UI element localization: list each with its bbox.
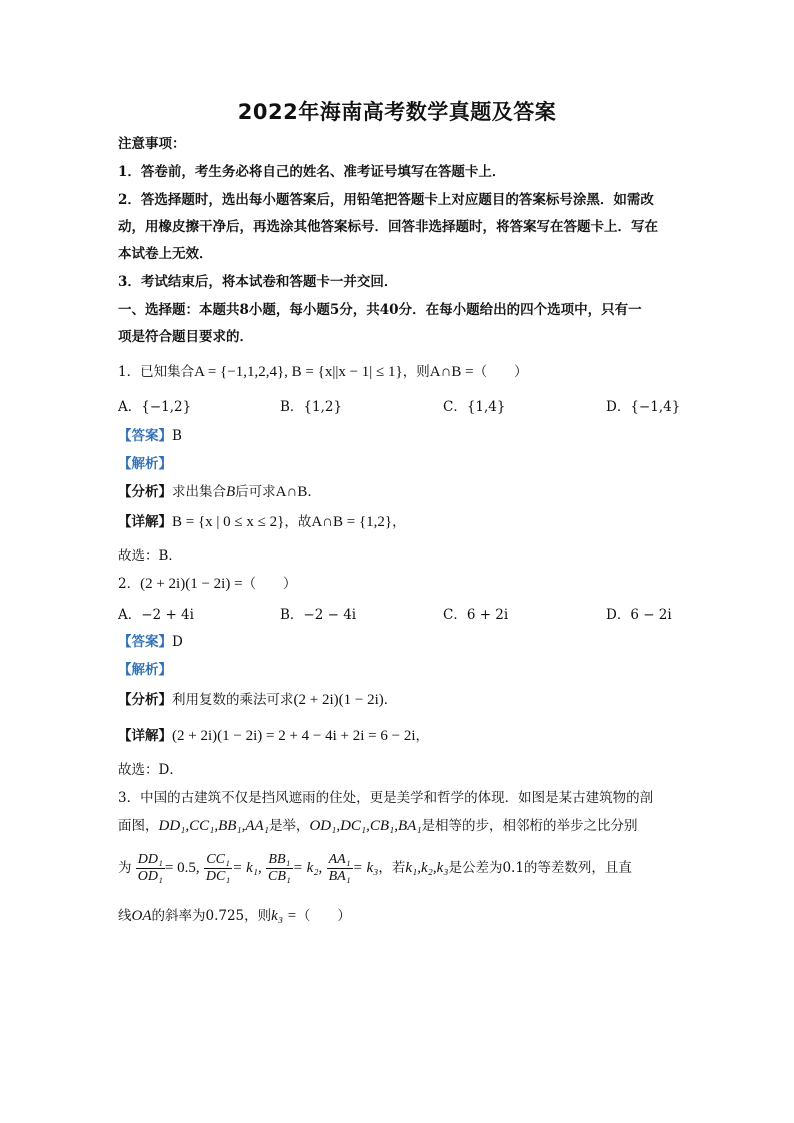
q2-option-d: D．6 − 2i	[606, 607, 672, 623]
q3-k3-math: k₃ =	[271, 908, 297, 924]
frac1-denominator: OD₁	[137, 869, 163, 884]
q1-option-b: B．{1,2}	[280, 399, 343, 415]
frac3-denominator: CB₁	[268, 869, 291, 884]
q2-option-b: B．−2 − 4i	[280, 607, 357, 623]
q1-fenxi	[118, 482, 676, 502]
notice-heading: 注意事项：	[118, 136, 186, 152]
frac4-denominator: BA₁	[328, 869, 351, 884]
q3-line4-text-a: 线	[118, 908, 132, 924]
q2-fenxi-math: (2 + 2i)(1 − 2i)	[293, 692, 384, 708]
q2-answer	[118, 632, 676, 652]
analysis-tag: 【解析】	[118, 456, 172, 472]
answer-tag: 【答案】	[118, 634, 172, 650]
q3-line2-text-c: 是相等的步，相邻桁的举步之比分别	[421, 818, 638, 834]
q2-choose: 故选：D．	[118, 762, 183, 778]
xiangjie-tag: 【详解】	[118, 514, 172, 530]
q1-fenxi-math-ab: A∩B	[275, 484, 308, 500]
q3-ju-math: DD₁,CC₁,BB₁,AA₁	[158, 818, 269, 834]
q1-analysis	[118, 454, 676, 474]
q3-line3-text-c: 是公差为0.1的等差数列，且直	[448, 860, 632, 876]
q1-mid: ，则	[402, 364, 430, 380]
q2-answer-value: D	[172, 634, 183, 650]
q1-choose: 故选：B．	[118, 548, 182, 564]
q3-line3-text-a: 为	[118, 860, 132, 876]
notice-item-3: 3．考试结束后，将本试卷和答题卡一并交回．	[118, 274, 398, 290]
answer-tag: 【答案】	[118, 428, 172, 444]
section-heading-line2: 项是符合题目要求的．	[118, 329, 253, 345]
frac4-numerator: AA₁	[328, 852, 351, 867]
q2-fenxi	[118, 690, 676, 710]
q1-option-a: A．{−1,2}	[118, 399, 192, 415]
q3-eq2: = k₁,	[232, 860, 262, 876]
q1-xiangjie-math-2: A∩B = {1,2}	[311, 514, 393, 530]
frac2-denominator: DC₁	[205, 869, 231, 884]
q1-prefix: 1．已知集合	[118, 364, 195, 380]
q2-analysis	[118, 660, 676, 680]
q2-fenxi-text: 利用复数的乘法可求	[172, 692, 294, 708]
q2-option-c: C．6 + 2i	[443, 607, 509, 623]
fenxi-tag: 【分析】	[118, 484, 172, 500]
question-1-stem	[118, 362, 676, 382]
section-heading-line1: 一、选择题：本题共8小题，每小题5分，共40分．在每小题给出的四个选项中，只有一	[118, 302, 642, 318]
q1-fenxi-text: 求出集合	[172, 484, 226, 500]
notice-item-2: 2．答选择题时，选出每小题答案后，用铅笔把答题卡上对应题目的答案标号涂黑．如需改	[118, 192, 654, 208]
page-title: 2022年海南高考数学真题及答案	[237, 100, 557, 124]
q1-blank: （ ）	[473, 364, 528, 380]
q2-prefix: 2．	[118, 576, 141, 592]
q1-xiangjie-mid: ，故	[284, 514, 312, 530]
q2-blank: （ ）	[242, 576, 297, 592]
q3-line2-text-b: 是举，	[268, 818, 310, 834]
q2-fenxi-end: ．	[383, 692, 398, 708]
question-3-line2	[118, 816, 676, 836]
q3-k-math: k₁,k₂,k₃	[405, 860, 449, 876]
q2-option-a: A．−2 + 4i	[118, 607, 194, 623]
q1-option-d: D．{−1,4}	[606, 399, 681, 415]
q3-eq1: = 0.5,	[164, 860, 200, 876]
q1-sets-math: A = {−1,1,2,4}, B = {x||x − 1| ≤ 1}	[194, 364, 403, 380]
fenxi-tag: 【分析】	[118, 692, 172, 708]
q2-xiangjie-end: ，	[415, 728, 429, 744]
q3-line4-text-b: 的斜率为0.725，则	[151, 908, 272, 924]
fraction-dd1-od1	[136, 852, 165, 885]
question-3-line4	[118, 906, 676, 926]
q2-stem-math: (2 + 2i)(1 − 2i) =	[140, 576, 243, 592]
xiangjie-tag: 【详解】	[118, 728, 172, 744]
fraction-bb1-cb1	[266, 852, 293, 885]
question-2-stem	[118, 574, 676, 594]
q1-fenxi-text-2: 后可求	[235, 484, 276, 500]
q1-fenxi-end: ．	[307, 484, 321, 500]
q3-eq3: = k₂,	[292, 860, 323, 876]
notice-item-1: 1．答卷前，考生务必将自己的姓名、准考证号填写在答题卡上．	[118, 164, 506, 180]
question-3-line3	[118, 850, 676, 886]
q3-eq4: = k₃	[352, 860, 379, 876]
q3-line2-text-a: 面图，	[118, 818, 159, 834]
q3-line3-text-b: ，若	[378, 860, 406, 876]
analysis-tag: 【解析】	[118, 662, 172, 678]
notice-item-2-end: 本试卷上无效．	[118, 246, 213, 262]
q1-fenxi-math-b: B	[226, 484, 236, 500]
q2-xiangjie-math: (2 + 2i)(1 − 2i) = 2 + 4 − 4i + 2i = 6 − 2i	[172, 728, 416, 744]
notice-item-2-cont: 动，用橡皮擦干净后，再选涂其他答案标号．回答非选择题时，将答案写在答题卡上．写在	[118, 219, 658, 235]
frac2-numerator: CC₁	[204, 852, 232, 869]
q1-answer	[118, 426, 676, 446]
q2-xiangjie	[118, 726, 676, 746]
frac1-numerator: DD₁	[137, 852, 163, 867]
question-3-line1: 3．中国的古建筑不仅是挡风遮雨的住处，更是美学和哲学的体现．如图是某古建筑物的剖	[118, 790, 654, 806]
q1-intersection-math: A∩B =	[429, 364, 474, 380]
q3-bu-math: OD₁,DC₁,CB₁,BA₁	[309, 818, 422, 834]
q3-oa-math: OA	[131, 908, 152, 924]
q1-xiangjie	[118, 512, 676, 532]
frac3-numerator: BB₁	[266, 852, 293, 869]
fraction-aa1-ba1	[327, 852, 353, 885]
q1-xiangjie-end: ，	[392, 514, 406, 530]
q3-blank: （ ）	[296, 908, 351, 924]
fraction-cc1-dc1	[204, 852, 232, 885]
q1-option-c: C．{1,4}	[443, 399, 506, 415]
q1-xiangjie-math: B = {x | 0 ≤ x ≤ 2}	[172, 514, 285, 530]
q1-answer-value: B	[172, 428, 182, 444]
